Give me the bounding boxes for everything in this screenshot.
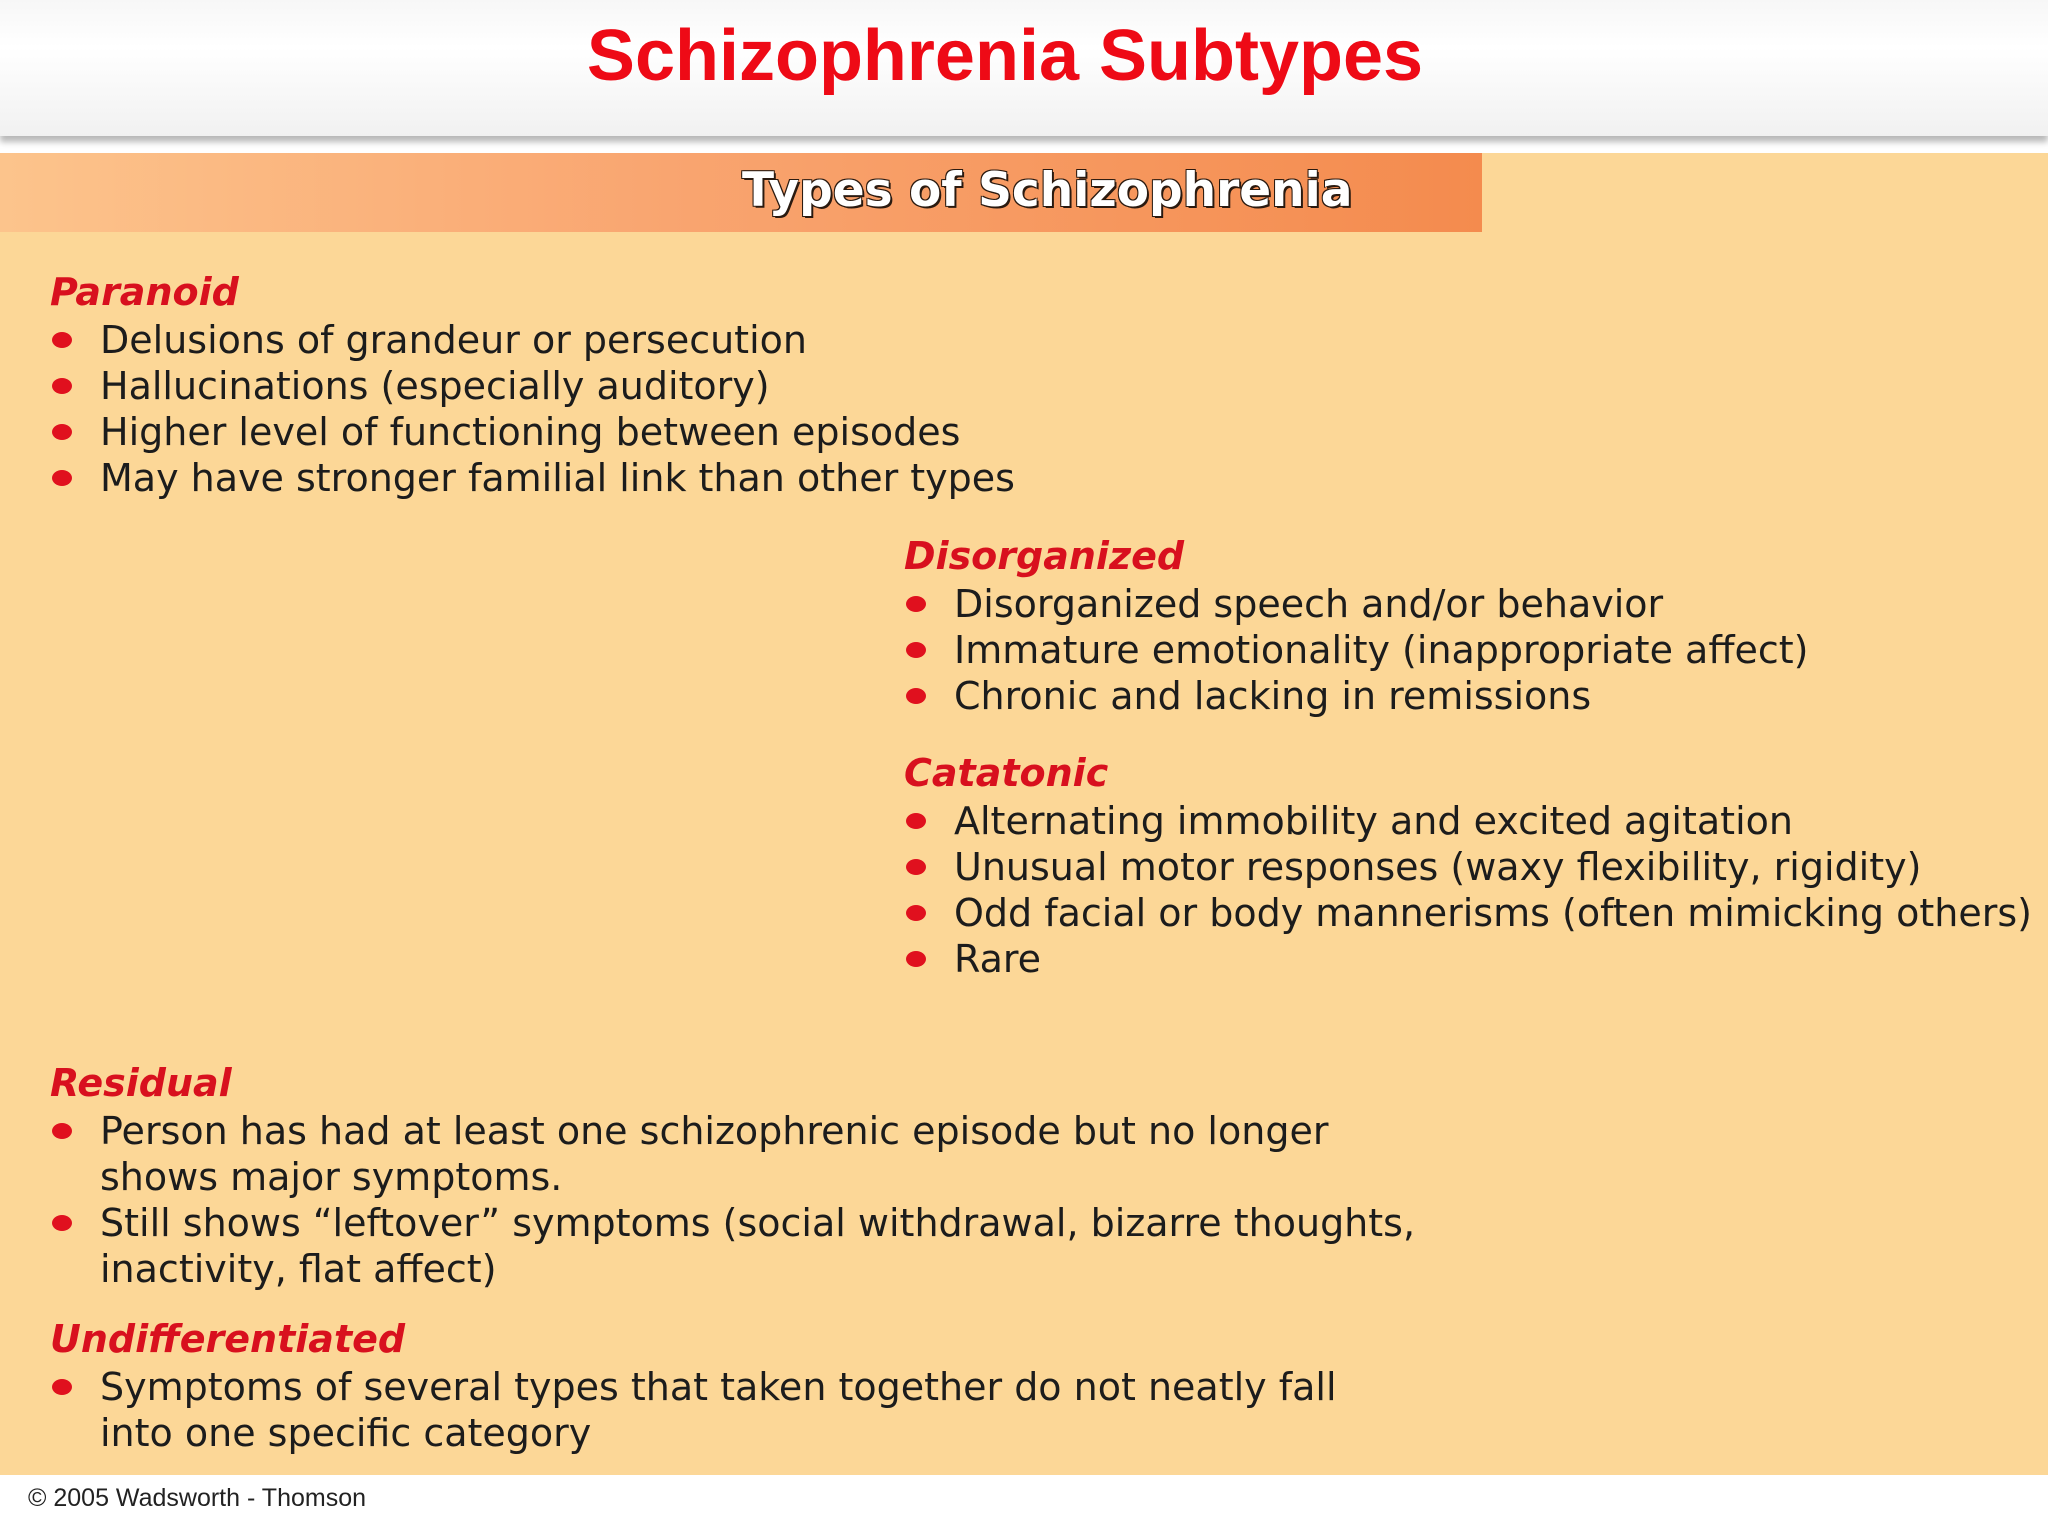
list-item bbox=[50, 317, 1350, 363]
bullet-icon bbox=[52, 332, 72, 348]
item-text: Chronic and lacking in remissions bbox=[954, 674, 1592, 718]
list-item bbox=[904, 673, 2034, 719]
bullet-icon bbox=[52, 1123, 72, 1139]
item-text: Rare bbox=[954, 937, 1042, 981]
list-item bbox=[50, 363, 1350, 409]
item-text: Disorganized speech and/or behavior bbox=[954, 582, 1664, 626]
section-undifferentiated bbox=[50, 1314, 1420, 1456]
bullet-icon bbox=[906, 859, 926, 875]
banner-title: Types of Schizophrenia bbox=[742, 163, 1353, 218]
list-item bbox=[50, 1200, 1420, 1292]
section-heading: Paranoid bbox=[50, 270, 239, 314]
item-list bbox=[904, 581, 2034, 719]
item-list bbox=[50, 1108, 1420, 1292]
item-text: Delusions of grandeur or persecution bbox=[100, 318, 807, 362]
bullet-icon bbox=[906, 905, 926, 921]
section-heading: Residual bbox=[50, 1061, 232, 1105]
list-item bbox=[904, 936, 2034, 982]
item-text: Symptoms of several types that taken together do not neatly fall into one specific category bbox=[100, 1365, 1337, 1455]
section-disorganized bbox=[904, 531, 2034, 719]
item-text: Still shows “leftover” symptoms (social withdrawal, bizarre thoughts, inactivity, flat affect) bbox=[100, 1201, 1416, 1291]
bullet-icon bbox=[52, 470, 72, 486]
item-text: Hallucinations (especially auditory) bbox=[100, 364, 770, 408]
list-item bbox=[904, 627, 2034, 673]
section-heading: Disorganized bbox=[904, 534, 1185, 578]
list-item bbox=[50, 1108, 1420, 1200]
bullet-icon bbox=[52, 424, 72, 440]
bullet-icon bbox=[906, 642, 926, 658]
list-item bbox=[50, 409, 1350, 455]
section-heading: Catatonic bbox=[904, 751, 1109, 795]
item-list bbox=[904, 798, 2034, 982]
section-residual bbox=[50, 1058, 1420, 1292]
list-item bbox=[904, 844, 2034, 890]
list-item bbox=[904, 890, 2034, 936]
list-item bbox=[50, 1364, 1420, 1456]
section-heading: Undifferentiated bbox=[50, 1317, 406, 1361]
figure-banner bbox=[0, 153, 1482, 232]
bullet-icon bbox=[906, 813, 926, 829]
list-item bbox=[50, 455, 1350, 501]
item-list bbox=[50, 317, 1350, 501]
bullet-icon bbox=[52, 1215, 72, 1231]
item-text: Alternating immobility and excited agitation bbox=[954, 799, 1793, 843]
bullet-icon bbox=[52, 1379, 72, 1395]
bullet-icon bbox=[52, 378, 72, 394]
slide-title: Schizophrenia Subtypes bbox=[586, 16, 1424, 96]
types-figure bbox=[0, 153, 2048, 1475]
item-text: Unusual motor responses (waxy flexibility, rigidity) bbox=[954, 845, 1922, 889]
bullet-icon bbox=[906, 688, 926, 704]
copyright-notice: © 2005 Wadsworth - Thomson bbox=[28, 1484, 367, 1512]
bullet-icon bbox=[906, 951, 926, 967]
list-item bbox=[904, 581, 2034, 627]
item-text: Immature emotionality (inappropriate affect) bbox=[954, 628, 1809, 672]
section-paranoid bbox=[50, 267, 1350, 501]
bullet-icon bbox=[906, 596, 926, 612]
item-text: Odd facial or body mannerisms (often mimicking others) bbox=[954, 891, 2032, 935]
list-item bbox=[904, 798, 2034, 844]
item-text: May have stronger familial link than other types bbox=[100, 456, 1015, 500]
item-text: Higher level of functioning between episodes bbox=[100, 410, 961, 454]
item-list bbox=[50, 1364, 1420, 1456]
section-catatonic bbox=[904, 748, 2034, 982]
title-bar bbox=[0, 0, 2048, 136]
item-text: Person has had at least one schizophrenic episode but no longer shows major symptoms. bbox=[100, 1109, 1329, 1199]
